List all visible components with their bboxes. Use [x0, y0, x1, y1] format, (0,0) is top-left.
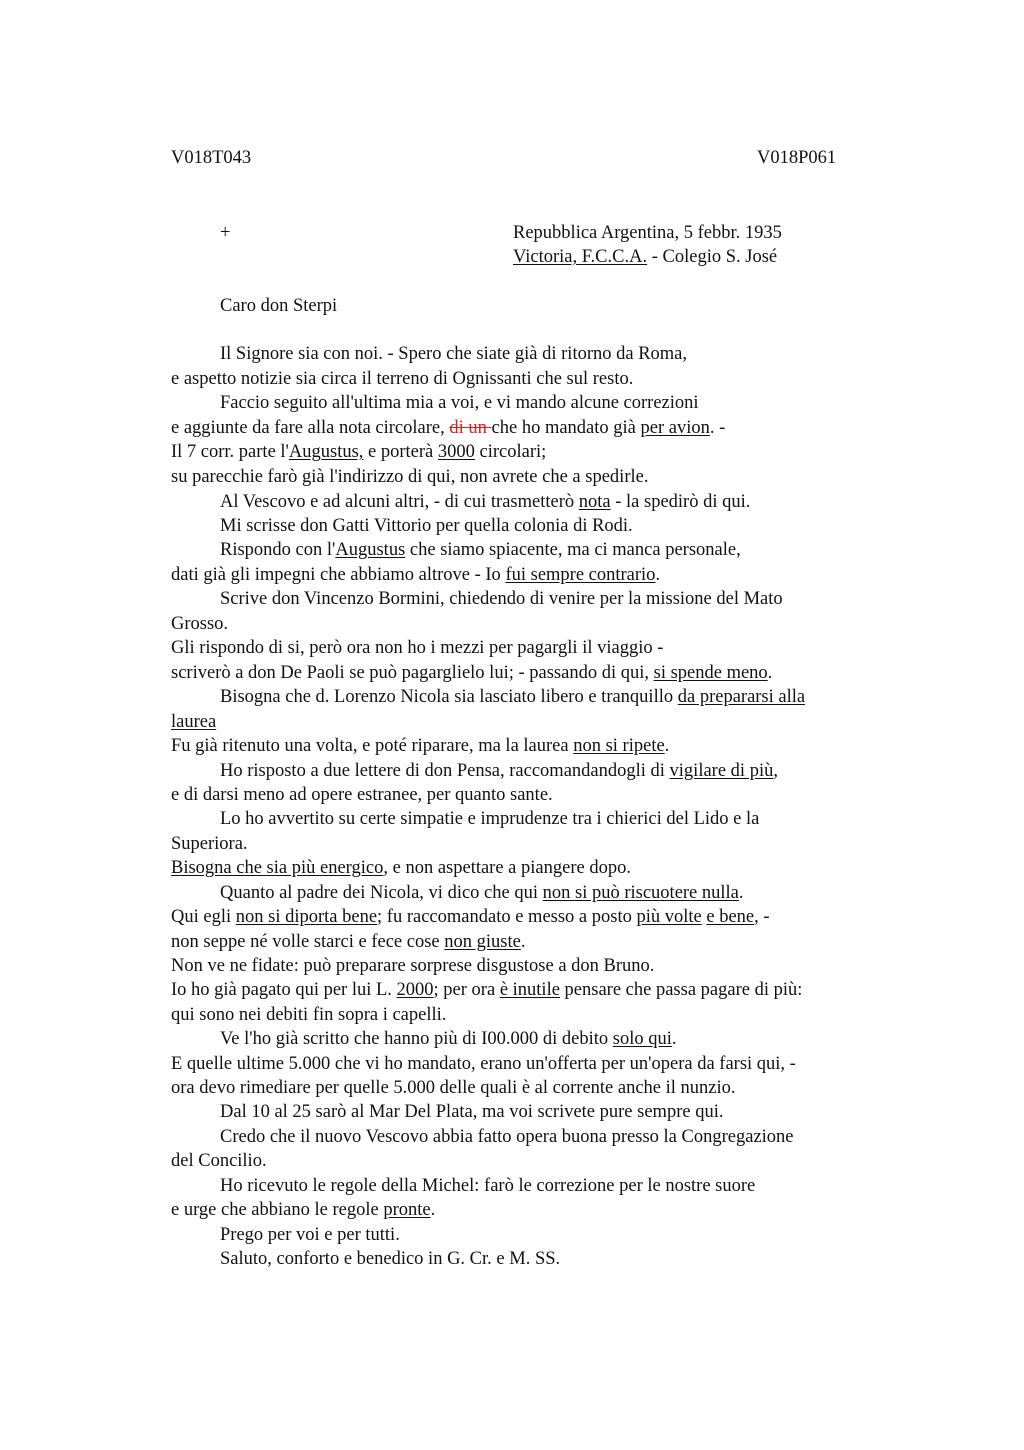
underlined-text: 3000	[437, 442, 475, 462]
text-segment: Il 7 corr. parte l'	[171, 442, 289, 462]
text-segment: su parecchie farò già l'indirizzo di qui, non avrete che a spedirle.	[171, 467, 649, 487]
text-segment: Bisogna che d. Lorenzo Nicola sia lasciato libero e tranquillo	[220, 687, 678, 707]
text-segment: Io ho già pagato qui per lui L.	[171, 980, 397, 1000]
text-segment: Faccio seguito all'ultima mia a voi, e vi mando alcune correzioni	[220, 393, 699, 413]
text-segment: , e non aspettare a piangere dopo.	[383, 858, 631, 878]
letter-line	[220, 1247, 560, 1271]
underlined-text: non si ripete	[573, 736, 665, 756]
text-segment: dati già gli impegni che abbiamo altrove - Io	[171, 565, 506, 585]
text-segment: Non ve ne fidate: può preparare sorprese disgustose a don Bruno.	[171, 956, 655, 976]
letter-line	[220, 1100, 723, 1124]
text-segment: ora devo rimediare per quelle 5.000 delle quali è al corrente anche il nunzio.	[171, 1078, 736, 1098]
underlined-text: non si può riscuotere nulla	[542, 883, 739, 903]
letter-line	[171, 783, 553, 807]
text-segment: che ho mandato già	[491, 418, 641, 438]
letter-line	[171, 1076, 736, 1100]
letter-line	[220, 1027, 677, 1051]
underlined-text: Augustus,	[288, 442, 364, 462]
place-date: Repubblica Argentina, 5 febbr. 1935	[513, 223, 782, 243]
letter-line	[220, 685, 805, 709]
text-segment: Quanto al padre dei Nicola, vi dico che qui	[220, 883, 543, 903]
underlined-text: per avion	[640, 418, 710, 438]
letter-line	[171, 856, 631, 880]
text-segment: .	[430, 1200, 436, 1220]
letter-line	[171, 440, 546, 464]
place-line-2	[513, 245, 777, 269]
letter-line	[171, 1149, 267, 1173]
text-segment: Grosso.	[171, 614, 229, 634]
letter-line	[171, 416, 725, 440]
letter-line	[220, 807, 759, 831]
underlined-text: è inutile	[499, 980, 560, 1000]
text-segment: .	[664, 736, 670, 756]
text-segment: Lo ho avvertito su certe simpatie e imprudenze tra i chierici del Lido e la	[220, 809, 760, 829]
text-segment: del Concilio.	[171, 1151, 267, 1171]
document-code-right: V018P061	[757, 148, 837, 168]
text-segment: pensare che passa pagare di più:	[559, 980, 803, 1000]
letter-line	[220, 881, 744, 905]
letter-line	[171, 636, 663, 660]
letter-line	[171, 832, 248, 856]
text-segment: .	[520, 932, 526, 952]
text-segment: Ve l'ho già scritto che hanno più di I00.000 di debito	[220, 1029, 613, 1049]
letter-line	[220, 1223, 400, 1247]
text-segment: .	[671, 1029, 677, 1049]
text-segment: e porterà	[363, 442, 438, 462]
text-segment: Rispondo con l'	[220, 540, 336, 560]
text-segment: Dal 10 al 25 sarò al Mar Del Plata, ma voi scrivete pure sempre qui.	[220, 1102, 724, 1122]
underlined-text: pronte	[383, 1200, 431, 1220]
letter-line	[220, 342, 687, 366]
text-segment: e aspetto notizie sia circa il terreno di Ognissanti che sul resto.	[171, 369, 634, 389]
letter-line	[171, 1052, 796, 1076]
text-segment: Saluto, conforto e benedico in G. Cr. e M. SS.	[220, 1249, 561, 1269]
text-segment: non seppe né volle starci e fece cose	[171, 932, 445, 952]
text-segment: E quelle ultime 5.000 che vi ho mandato, erano un'offerta per un'opera da farsi qui, -	[171, 1054, 796, 1074]
text-segment: e di darsi meno ad opere estranee, per quanto sante.	[171, 785, 553, 805]
letter-line	[171, 710, 216, 734]
letter-line	[220, 538, 741, 562]
underlined-text: più volte	[636, 907, 702, 927]
underlined-text: si spende meno	[653, 663, 768, 683]
text-segment: Qui egli	[171, 907, 236, 927]
text-segment: Gli rispondo di si, però ora non ho i mezzi per pagargli il viaggio -	[171, 638, 664, 658]
text-segment: e aggiunte da fare alla nota circolare,	[171, 418, 450, 438]
document-code-left: V018T043	[171, 148, 252, 168]
underlined-text: non si diporta bene	[235, 907, 378, 927]
letter-line	[171, 954, 654, 978]
text-segment: scriverò a don De Paoli se può pagarglielo lui; - passando di qui,	[171, 663, 654, 683]
letter-line	[171, 905, 770, 929]
text-segment: Superiora.	[171, 834, 248, 854]
underlined-text: e bene	[706, 907, 755, 927]
text-segment: che siamo spiacente, ma ci manca personale,	[405, 540, 741, 560]
letter-line	[220, 391, 699, 415]
text-segment: - la spedirò di qui.	[610, 492, 751, 512]
letter-line	[171, 1198, 435, 1222]
text-segment: qui sono nei debiti fin sopra i capelli.	[171, 1005, 447, 1025]
text-segment: Scrive don Vincenzo Bormini, chiedendo di venire per la missione del Mato	[220, 589, 783, 609]
place-institution: - Colegio S. José	[647, 247, 778, 267]
underlined-text: da prepararsi alla	[677, 687, 806, 707]
underlined-text: Bisogna che sia più energico	[171, 858, 384, 878]
letter-line	[171, 978, 802, 1002]
underlined-text: 2000	[396, 980, 434, 1000]
text-segment: .	[655, 565, 661, 585]
letter-line	[171, 563, 660, 587]
text-segment: ; fu raccomandato e messo a posto	[377, 907, 637, 927]
letter-line	[220, 759, 778, 783]
text-segment: . -	[709, 418, 726, 438]
letter-line	[171, 1003, 446, 1027]
underlined-text: non giuste	[444, 932, 521, 952]
underlined-text: solo qui	[612, 1029, 672, 1049]
letter-line	[220, 587, 783, 611]
letter-line	[220, 490, 750, 514]
underlined-text: fui sempre contrario	[505, 565, 656, 585]
text-segment: Mi scrisse don Gatti Vittorio per quella colonia di Rodi.	[220, 516, 633, 536]
text-segment: Al Vescovo e ad alcuni altri, - di cui trasmetterò	[220, 492, 579, 512]
letter-line	[220, 1125, 794, 1149]
letter-line	[220, 514, 633, 538]
text-segment: ; per ora	[433, 980, 500, 1000]
text-segment: Fu già ritenuto una volta, e poté riparare, ma la laurea	[171, 736, 574, 756]
salutation: Caro don Sterpi	[220, 296, 338, 316]
letter-line	[220, 1174, 755, 1198]
text-segment: Prego per voi e per tutti.	[220, 1225, 400, 1245]
letter-line	[171, 930, 525, 954]
text-segment: .	[738, 883, 744, 903]
letter-line	[171, 734, 669, 758]
text-segment: Il Signore sia con noi. - Spero che siate già di ritorno da Roma,	[220, 344, 688, 364]
text-segment: ,	[773, 761, 778, 781]
text-segment: Ho risposto a due lettere di don Pensa, raccomandandogli di	[220, 761, 670, 781]
underlined-text: vigilare di più	[669, 761, 774, 781]
underlined-text: Augustus	[335, 540, 406, 560]
text-segment: e urge che abbiano le regole	[171, 1200, 384, 1220]
letter-line	[171, 465, 648, 489]
letter-line	[171, 367, 633, 391]
text-segment: .	[767, 663, 773, 683]
text-segment: Ho ricevuto le regole della Michel: farò le correzione per le nostre suore	[220, 1176, 756, 1196]
underlined-text: laurea	[171, 712, 217, 732]
letter-line	[171, 612, 228, 636]
place-name-underlined: Victoria, F.C.C.A.	[513, 247, 648, 267]
text-segment: , -	[754, 907, 770, 927]
struck-text: di un	[449, 418, 492, 438]
text-segment: circolari;	[474, 442, 547, 462]
letter-line	[171, 661, 772, 685]
cross-symbol: +	[220, 223, 231, 243]
underlined-text: nota	[578, 492, 611, 512]
text-segment: Credo che il nuovo Vescovo abbia fatto opera buona presso la Congregazione	[220, 1127, 794, 1147]
